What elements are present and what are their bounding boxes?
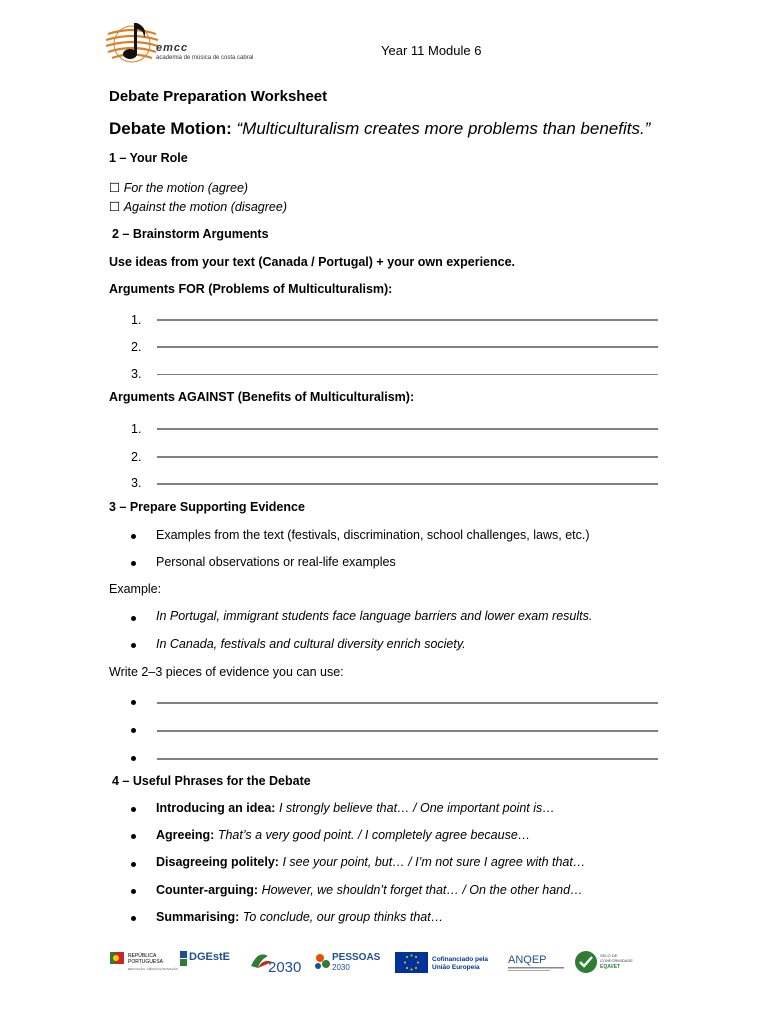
logo-subtitle: academia de música de costa cabral: [156, 55, 254, 61]
answer-line[interactable]: [157, 374, 658, 375]
list-item: [156, 609, 592, 623]
answer-line[interactable]: [157, 456, 658, 458]
phrase-text: However, we shouldn’t forget that… / On the other hand…: [261, 883, 583, 897]
section-1-heading: 1 – Your Role: [109, 151, 188, 165]
eu-flag-icon: [395, 952, 488, 973]
phrase-text: I see your point, but… / I’m not sure I agree with that…: [282, 855, 586, 869]
republica-line1: REPÚBLICA: [128, 953, 157, 959]
pessoas-2030-logo-icon: [315, 952, 381, 972]
funding-logos-strip: [108, 946, 660, 978]
example-label: Example:: [109, 582, 162, 596]
bullet-icon: [131, 889, 136, 894]
phrase-text: That’s a very good point. / I completely agree because…: [217, 828, 531, 842]
pessoas-line1: PESSOAS: [332, 952, 381, 963]
list-item: [156, 910, 443, 924]
answer-line[interactable]: [157, 346, 658, 348]
answer-line[interactable]: [157, 702, 658, 704]
bullet-icon: [131, 862, 136, 867]
eu-line1: Cofinanciado pela: [432, 956, 488, 963]
bullet-icon: [131, 916, 136, 921]
bullet-icon: [131, 534, 136, 539]
page-title: Debate Preparation Worksheet: [109, 88, 328, 105]
list-item: [156, 855, 585, 869]
phrase-label: Agreeing:: [156, 828, 215, 842]
role-option-label: For the motion (agree): [123, 181, 249, 195]
role-option-against[interactable]: [109, 199, 287, 214]
answer-line[interactable]: [157, 319, 658, 321]
answer-line[interactable]: [157, 758, 658, 760]
example-text: In Portugal, immigrant students face language barriers and lower exam results.: [156, 609, 593, 623]
academy-logo-icon: [104, 20, 160, 66]
list-item: [156, 637, 466, 651]
eu-line2: União Europeia: [432, 964, 480, 971]
anqep-logo-icon: [508, 954, 564, 971]
bullet-icon: [131, 728, 136, 733]
phrase-label: Disagreeing politely:: [156, 855, 279, 869]
republica-line2: PORTUGUESA: [128, 959, 163, 965]
eqavet-seal-icon: [575, 951, 633, 973]
role-option-label: Against the motion (disagree): [123, 200, 287, 214]
phrase-label: Counter-arguing:: [156, 883, 259, 897]
checkbox-icon[interactable]: ☐: [109, 200, 121, 214]
list-number: 1.: [131, 313, 142, 327]
write-prompt: Write 2–3 pieces of evidence you can use:: [109, 665, 344, 679]
pessoas-line2: 2030: [332, 963, 350, 972]
answer-line[interactable]: [157, 730, 658, 732]
anqep-text: ANQEP: [508, 954, 547, 966]
example-text: In Canada, festivals and cultural diversity enrich society.: [156, 637, 466, 651]
bullet-icon: [131, 756, 136, 761]
list-item: Personal observations or real-life examples: [156, 555, 396, 569]
portugal-2030-text: 2030: [268, 959, 302, 976]
section-3-heading: 3 – Prepare Supporting Evidence: [109, 500, 305, 514]
motion-text: “Multiculturalism creates more problems than benefits.”: [236, 119, 651, 138]
list-number: 3.: [131, 476, 142, 490]
section-4-heading: 4 – Useful Phrases for the Debate: [112, 774, 311, 788]
brainstorm-instruction: Use ideas from your text (Canada / Portugal) + your own experience.: [109, 255, 516, 269]
list-number: 2.: [131, 340, 142, 354]
list-number: 3.: [131, 367, 142, 381]
list-item: Examples from the text (festivals, discrimination, school challenges, laws, etc.): [156, 528, 590, 542]
checkbox-icon[interactable]: ☐: [109, 181, 121, 195]
republica-line3: EDUCAÇÃO, CIÊNCIA E INOVAÇÃO: [128, 967, 178, 971]
motion-label: Debate Motion:: [109, 119, 232, 138]
bullet-icon: [131, 561, 136, 566]
list-item: [156, 883, 583, 897]
module-label: Year 11 Module 6: [381, 43, 482, 58]
bullet-icon: [131, 616, 136, 621]
phrase-text: I strongly believe that… / One important point is…: [278, 801, 555, 815]
phrase-label: Introducing an idea:: [156, 801, 276, 815]
list-number: 1.: [131, 422, 142, 436]
arguments-for-heading: Arguments FOR (Problems of Multiculturalism):: [109, 282, 393, 296]
list-item: [156, 801, 555, 815]
phrase-text: To conclude, our group thinks that…: [242, 910, 444, 924]
bullet-icon: [131, 700, 136, 705]
portugal-2030-logo-icon: [251, 954, 301, 976]
section-2-heading: 2 – Brainstorm Arguments: [112, 227, 269, 241]
list-number: 2.: [131, 450, 142, 464]
bullet-icon: [131, 807, 136, 812]
republica-portuguesa-logo-icon: [110, 952, 179, 971]
bullet-icon: [131, 643, 136, 648]
answer-line[interactable]: [157, 428, 658, 430]
logo-brand: emcc: [156, 42, 189, 54]
dgeste-logo-icon: [180, 951, 230, 966]
dgeste-text: DGEstE: [189, 951, 230, 963]
eqavet-line3: EQAVET: [600, 964, 621, 970]
debate-motion: [109, 119, 650, 139]
bullet-icon: [131, 834, 136, 839]
eqavet-line2: CONFORMIDADE: [600, 958, 633, 963]
phrase-label: Summarising:: [156, 910, 240, 924]
role-option-for[interactable]: [109, 180, 248, 195]
list-item: [156, 828, 530, 842]
arguments-against-heading: Arguments AGAINST (Benefits of Multiculturalism):: [109, 390, 415, 404]
answer-line[interactable]: [157, 483, 658, 485]
eqavet-line1: SELO DE: [600, 953, 618, 958]
